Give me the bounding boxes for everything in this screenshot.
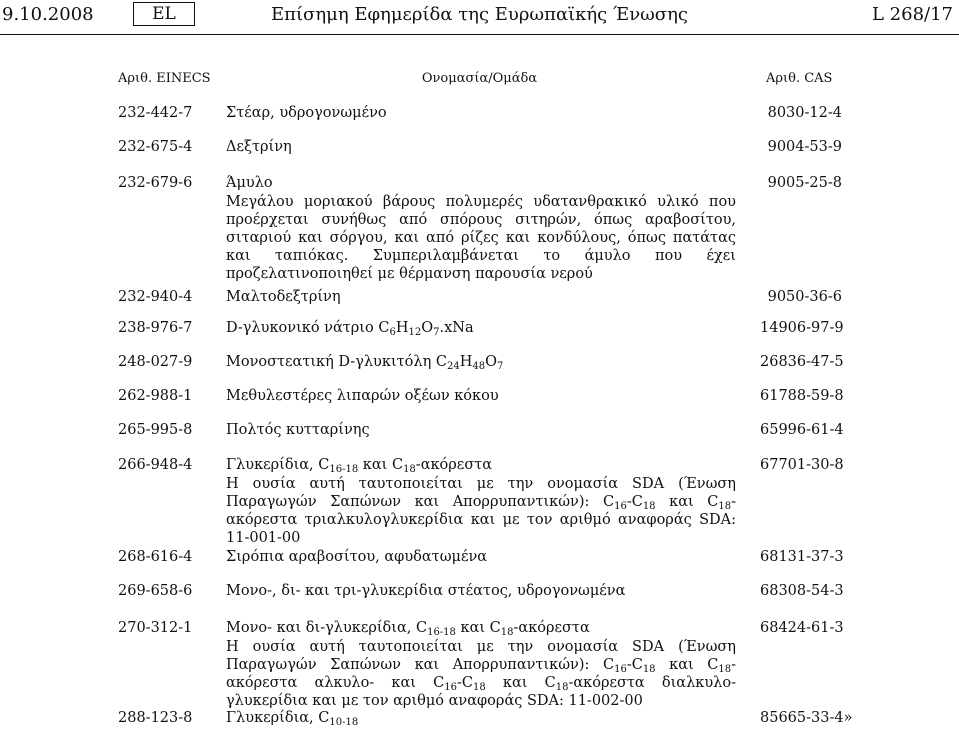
column-header-einecs: Αριθ. EINECS xyxy=(118,71,211,86)
substance-description: Η ουσία αυτή ταυτοποιείται με την ονομασία SDA (Ένωση Παραγωγών Σαπώνων και Απορρυπαντικών): $C_{16}-C_{18}$ και $C_{18}$-ακόρεστα τριαλκυλογλυκερίδια και με τον αριθμό αναφοράς SDA: 11-001-00 xyxy=(226,476,736,546)
substance-name: Άμυλο xyxy=(226,175,273,191)
substance-description: Μεγάλου μοριακού βάρους πολυμερές υδατανθρακικό υλικό που προέρχεται συνήθως από σπόρους σιτηρών, όπως αραβοσίτου, σιταριού και σόργου, και από ρίζες και κονδύλους, όπως πατάτας και ταπιόκας. Συμπεριλαμβάνεται το άμυλο που έχει προζελατινοποιηθεί με θέρμανση παρουσία νερού xyxy=(226,194,736,282)
einecs-number: 270-312-1 xyxy=(118,620,193,636)
einecs-number: 232-442-7 xyxy=(118,105,193,121)
substance-name: Μονοστεατική D-γλυκιτόλη $C_{24}H_{48}O_7$ xyxy=(226,354,504,372)
substance-description: Η ουσία αυτή ταυτοποιείται με την ονομασία SDA (Ένωση Παραγωγών Σαπώνων και Απορρυπαντικών): $C_{16}-C_{18}$ και $C_{18}$-ακόρεστα αλκυλο- και $C_{16}-C_{18}$ και $C_{18}$-ακόρεστα διαλκυλο-γλυκερίδια και με τον αριθμό αναφοράς SDA: 11-002-00 xyxy=(226,639,736,709)
substance-name: Μονο-, δι- και τρι-γλυκερίδια στέατος, υδρογονωμένα xyxy=(226,583,626,599)
substance-name-cell xyxy=(226,319,736,337)
einecs-number: 238-976-7 xyxy=(118,320,193,336)
substance-name-cell xyxy=(226,456,736,547)
issue-number: L 268/17 xyxy=(872,4,953,25)
cas-number: 68131-37-3 xyxy=(760,549,844,565)
einecs-number: 232-679-6 xyxy=(118,175,193,191)
einecs-number: 268-616-4 xyxy=(118,549,193,565)
substance-name-cell xyxy=(226,582,736,600)
substance-name: Πολτός κυτταρίνης xyxy=(226,422,370,438)
cas-number: 9004-53-9 xyxy=(767,139,842,155)
substance-name-cell xyxy=(226,548,736,566)
cas-number: 61788-59-8 xyxy=(760,388,844,404)
substance-name: Δεξτρίνη xyxy=(226,139,292,155)
einecs-number: 232-940-4 xyxy=(118,289,193,305)
cas-number: 85665-33-4» xyxy=(760,710,853,726)
page-header xyxy=(0,0,959,36)
substance-name: Μονο- και δι-γλυκερίδια, $C_{16-18}$ και $C_{18}$-ακόρεστα xyxy=(226,620,590,638)
substance-name-cell xyxy=(226,353,736,371)
header-divider xyxy=(0,34,959,35)
cas-number: 65996-61-4 xyxy=(760,422,844,438)
substance-name-cell xyxy=(226,619,736,710)
einecs-number: 266-948-4 xyxy=(118,457,193,473)
journal-title: Επίσημη Εφημερίδα της Ευρωπαϊκής Ένωσης xyxy=(271,4,688,25)
substance-name: Σιρόπια αραβοσίτου, αφυδατωμένα xyxy=(226,549,488,565)
cas-number: 67701-30-8 xyxy=(760,457,844,473)
substance-name-cell xyxy=(226,421,736,439)
cas-number: 68424-61-3 xyxy=(760,620,844,636)
einecs-number: 288-123-8 xyxy=(118,710,193,726)
einecs-number: 232-675-4 xyxy=(118,139,193,155)
cas-number: 68308-54-3 xyxy=(760,583,844,599)
substance-name-cell xyxy=(226,174,736,283)
cas-number: 8030-12-4 xyxy=(767,105,842,121)
substance-name: Στέαρ, υδρογονωμένο xyxy=(226,105,387,121)
substance-name: Μαλτοδεξτρίνη xyxy=(226,289,341,305)
einecs-number: 269-658-6 xyxy=(118,583,193,599)
substance-name: Μεθυλεστέρες λιπαρών οξέων κόκου xyxy=(226,388,499,404)
substance-name-cell xyxy=(226,104,736,122)
cas-number: 9050-36-6 xyxy=(767,289,842,305)
substance-name-cell xyxy=(226,288,736,306)
cas-number: 14906-97-9 xyxy=(760,320,844,336)
einecs-number: 262-988-1 xyxy=(118,388,193,404)
substance-name-cell xyxy=(226,138,736,156)
substance-name: Γλυκερίδια, $C_{10-18}$ xyxy=(226,710,359,728)
cas-number: 9005-25-8 xyxy=(767,175,842,191)
substance-name: D-γλυκονικό νάτριο $C_6H_{12}O_7.xNa$ xyxy=(226,320,474,338)
einecs-number: 265-995-8 xyxy=(118,422,193,438)
cas-number: 26836-47-5 xyxy=(760,354,844,370)
einecs-number: 248-027-9 xyxy=(118,354,193,370)
substance-name: Γλυκερίδια, $C_{16-18}$ και $C_{18}$-ακόρεστα xyxy=(226,457,493,475)
column-header-name: Ονομασία/Ομάδα xyxy=(421,71,538,86)
column-header-cas: Αριθ. CAS xyxy=(766,71,833,86)
substance-name-cell xyxy=(226,709,736,727)
language-badge: EL xyxy=(133,2,195,26)
publication-date: 9.10.2008 xyxy=(2,4,94,25)
substance-name-cell xyxy=(226,387,736,405)
